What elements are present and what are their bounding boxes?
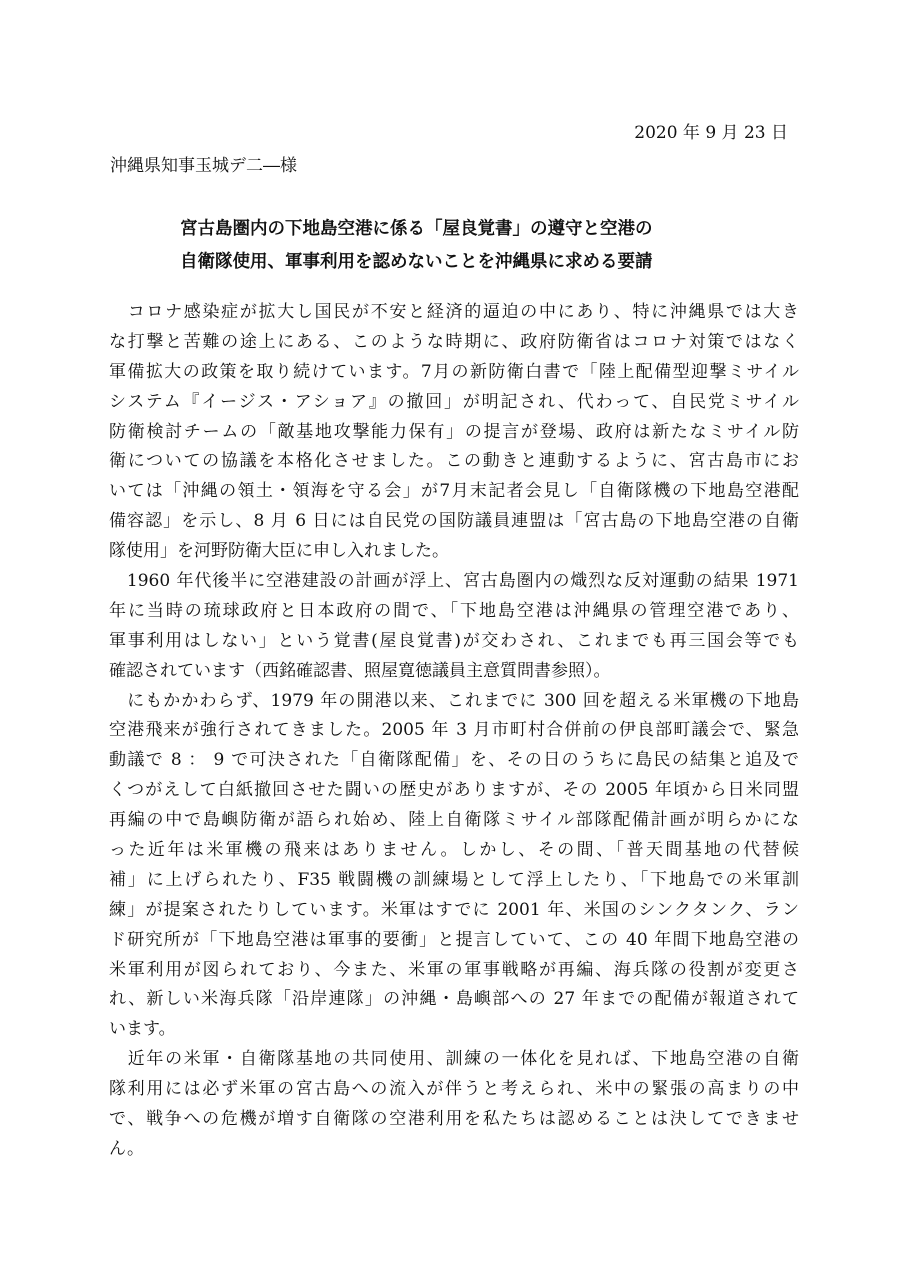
body-line: 衛についての協議を本格化させました。この動きと連動するように、宮古島市にお [109, 451, 799, 472]
document-title [180, 213, 780, 279]
body-line: な打撃と苦難の途上にある、このような時期に、政府防衛省はコロナ対策ではなく [109, 331, 799, 352]
title-line: 宮古島圏内の下地島空港に係る「屋良覚書」の遵守と空港の [180, 219, 653, 239]
body-line: ん。 [109, 1138, 145, 1159]
body-line: 軍事利用はしない」という覚書(屋良覚書)が交わされ、これまでも再三国会等でも [109, 630, 799, 651]
body-line: れ、新しい米海兵隊「沿岸連隊」の沖縄・島嶼部への 27 年までの配備が報道されて [109, 989, 799, 1010]
recipient-line: 沖縄県知事玉城デ二―様 [110, 156, 297, 176]
body-line: 備容認」を示し、8 月 6 日には自民党の国防議員連盟は「宮古島の下地島空港の自衛 [109, 511, 799, 532]
body-line: ド研究所が「下地島空港は軍事的要衝」と提言していて、この 40 年間下地島空港の [109, 929, 799, 950]
body-line: 隊使用」を河野防衛大臣に申し入れました。 [109, 541, 449, 562]
body-line: で、戦争への危機が増す自衛隊の空港利用を私たちは認めることは決してできませ [109, 1109, 799, 1130]
document-body [109, 298, 799, 1165]
body-line: にもかかわらず、1979 年の開港以来、これまでに 300 回を超える米軍機の下地島 [109, 690, 799, 711]
body-line: 空港飛来が強行されてきました。2005 年 3 月市町村合併前の伊良部町議会で、緊急 [109, 720, 799, 741]
body-line: います。 [109, 1019, 176, 1040]
body-line: った近年は米軍機の飛来はありません。しかし、その間、「普天間基地の代替候 [109, 840, 799, 861]
body-line: 年に当時の琉球政府と日本政府の間で、「下地島空港は沖縄県の管理空港であり、 [109, 600, 799, 621]
body-line: 確認されています（西銘確認書、照屋寛徳議員主意質問書参照）。 [109, 660, 611, 681]
body-line: 軍備拡大の政策を取り続けています。7月の新防衛白書で「陸上配備型迎撃ミサイル [109, 361, 799, 382]
title-line: 自衛隊使用、軍事利用を認めないことを沖縄県に求める要請 [180, 252, 653, 272]
body-line: 隊利用には必ず米軍の宮古島への流入が伴うと考えられ、米中の緊張の高まりの中 [109, 1079, 799, 1100]
body-line: システム『イージス・アショア』の撤回」が明記され、代わって、自民党ミサイル [109, 391, 799, 412]
body-line: 練」が提案されたりしています。米軍はすでに 2001 年、米国のシンクタンク、ラン [109, 899, 799, 920]
body-line: いては「沖縄の領土・領海を守る会」が7月末記者会見し「自衛隊機の下地島空港配 [109, 481, 799, 502]
document-date: 2020 年 9 月 23 日 [634, 123, 788, 143]
body-line: くつがえして白紙撤回させた闘いの歴史がありますが、その 2005 年頃から日米同盟 [109, 780, 799, 801]
body-line: コロナ感染症が拡大し国民が不安と経済的逼迫の中にあり、特に沖縄県では大き [109, 302, 799, 322]
body-line: 防衛検討チームの「敵基地攻撃能力保有」の提言が登場、政府は新たなミサイル防 [109, 421, 799, 442]
body-line: 補」に上げられたり、F35 戦闘機の訓練場として浮上したり、「下地島での米軍訓 [109, 869, 799, 890]
body-line: 動議で 8 ： 9 で可決された「自衛隊配備」を、その日のうちに島民の結集と追及で [109, 750, 799, 771]
body-line: 再編の中で島嶼防衛が語られ始め、陸上自衛隊ミサイル部隊配備計画が明らかにな [109, 810, 799, 831]
body-line: 近年の米軍・自衛隊基地の共同使用、訓練の一体化を見れば、下地島空港の自衛 [109, 1049, 799, 1070]
body-line: 米軍利用が図られており、今また、米軍の軍事戦略が再編、海兵隊の役割が変更さ [109, 959, 799, 980]
body-line: 1960 年代後半に空港建設の計画が浮上、宮古島圏内の熾烈な反対運動の結果 1971 [109, 571, 799, 592]
